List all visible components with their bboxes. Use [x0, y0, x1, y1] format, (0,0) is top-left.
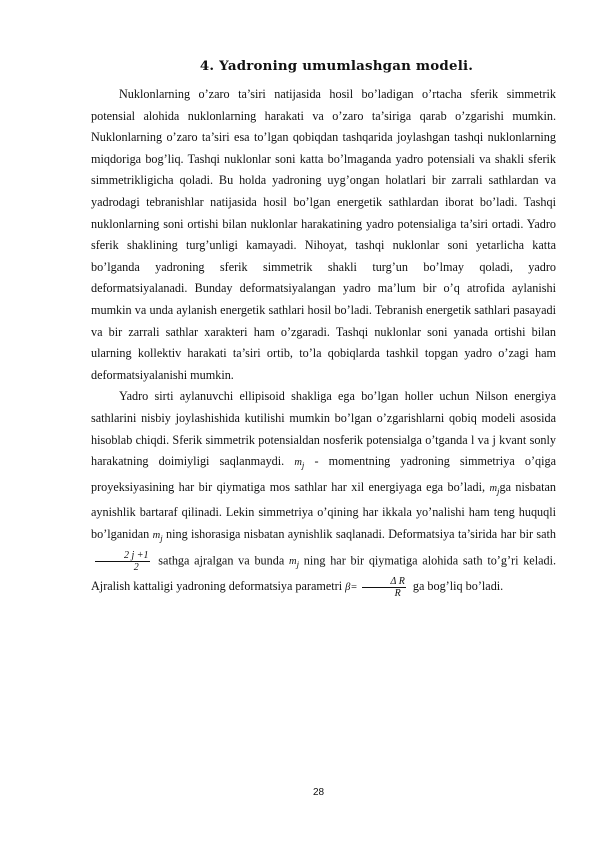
section-title-text: 4. Yadroning umumlashgan modeli.	[199, 58, 474, 74]
paragraph-2-text-1: Yadro sirti aylanuvchi ellipisoid shakliga ega bo’lgan holler uchun Nilson energiya sathlarini nisbiy joylashishida kutilishi mumkin bo’lgan o’zgarishlarni qobiq modeli asosida hisoblab chiqdi. Sferik simmetrik potensialdan nosferik potensialga o’tganda l va j kvant sonly harakatning doimiyligi saqlanmaydi.	[91, 389, 556, 469]
body-text	[91, 84, 556, 599]
paragraph-2-text-2: - momentning yadroning simmetriya o’qiga proyeksiyasining har bir qiymatiga mos sathlar har xil energiyaga ega bo’ladi,	[91, 454, 557, 494]
m-j-symbol: $m_j$	[289, 556, 300, 570]
paragraph-2-text-6: ning har bir qiymatiga alohida sath to’g’ri keladi. Ajralish kattaligi yadroning deformatsiya parametri	[91, 553, 557, 593]
paragraph-2-text-5: sathga ajralgan va bunda	[158, 553, 285, 568]
paragraph-1: Nuklonlarning o’zaro ta’siri natijasida hosil bo’ladigan o’rtacha sferik simmetrik potensial alohida nuklonlarning harakati va o’zaro ta’siriga qarab o’zgarishi mumkin. Nuklonlarning o’zaro ta’siri esa to’lgan qobiqdan tashqarida joylashgan tashqi nuklonlarning miqdoriga bog’liq. Tashqi nuklonlar soni katta bo’lmaganda yadro potensiali va shakli sferik simmetrikligicha qoladi. Bu holda yadroning uyg’ongan holatlari bir zarrali sathlardan va yadrodagi tebranishlar natijasida hosil bo’lgan energetik sathlardan iborat bo’ladi. Tashqi nuklonlarning soni ortishi bilan nuklonlar harakatining yadro potensialiga ta’siri ortadi. Yadro sferik shaklining turg’unligi kamayadi. Nihoyat, tashqi nuklonlar soni yetarlicha katta bo’lganda yadroning sferik simmetrik shakli turg’un bo’lmay qoladi, yadro deformatsiyalanadi. Bunday deformatsiyalangan yadro ma’lum bir o’q atrofida aylanishi mumkin va unda aylanish energetik sathlari hosil bo’ladi. Tebranish energetik sathlari pasayadi va bir zarrali sathlar xarakteri ham o’zgaradi. Tashqi nuklonlar soni yanada ortishi bilan ularning kollektiv harakati ta’siri ortib, to’la qobiqlarda tashkil topgan yadro o’zagi ham deformatsiyalanishi mumkin.	[91, 87, 556, 382]
paragraph-2-text-3: ga nisbatan aynishlik bartaraf qilinadi. Lekin simmetriya o’qining har ikkala yo’nalishi ham teng huquqli bo’lganidan	[91, 479, 557, 542]
m-j-symbol: $m_j$	[294, 457, 305, 471]
section-title	[0, 58, 595, 74]
m-j-symbol: $m_j$	[489, 482, 500, 496]
paragraph-2-text-4: ning ishorasiga nisbatan aynishlik saqlanadi. Deformatsiya ta’sirida har bir sath	[166, 527, 557, 542]
m-j-symbol: $m_j$	[152, 530, 163, 544]
paragraph-2-text-7: ga bog’liq bo’ladi.	[412, 578, 504, 593]
paragraph-2	[91, 386, 556, 599]
beta-formula: β= $\frac{\text{Δ R}}{R}$	[345, 575, 405, 599]
page-number	[0, 787, 595, 798]
page-number-text: 28	[312, 787, 325, 798]
fraction-2j-plus-1-over-2: $\frac{2 j +1}{2}$	[95, 550, 150, 573]
